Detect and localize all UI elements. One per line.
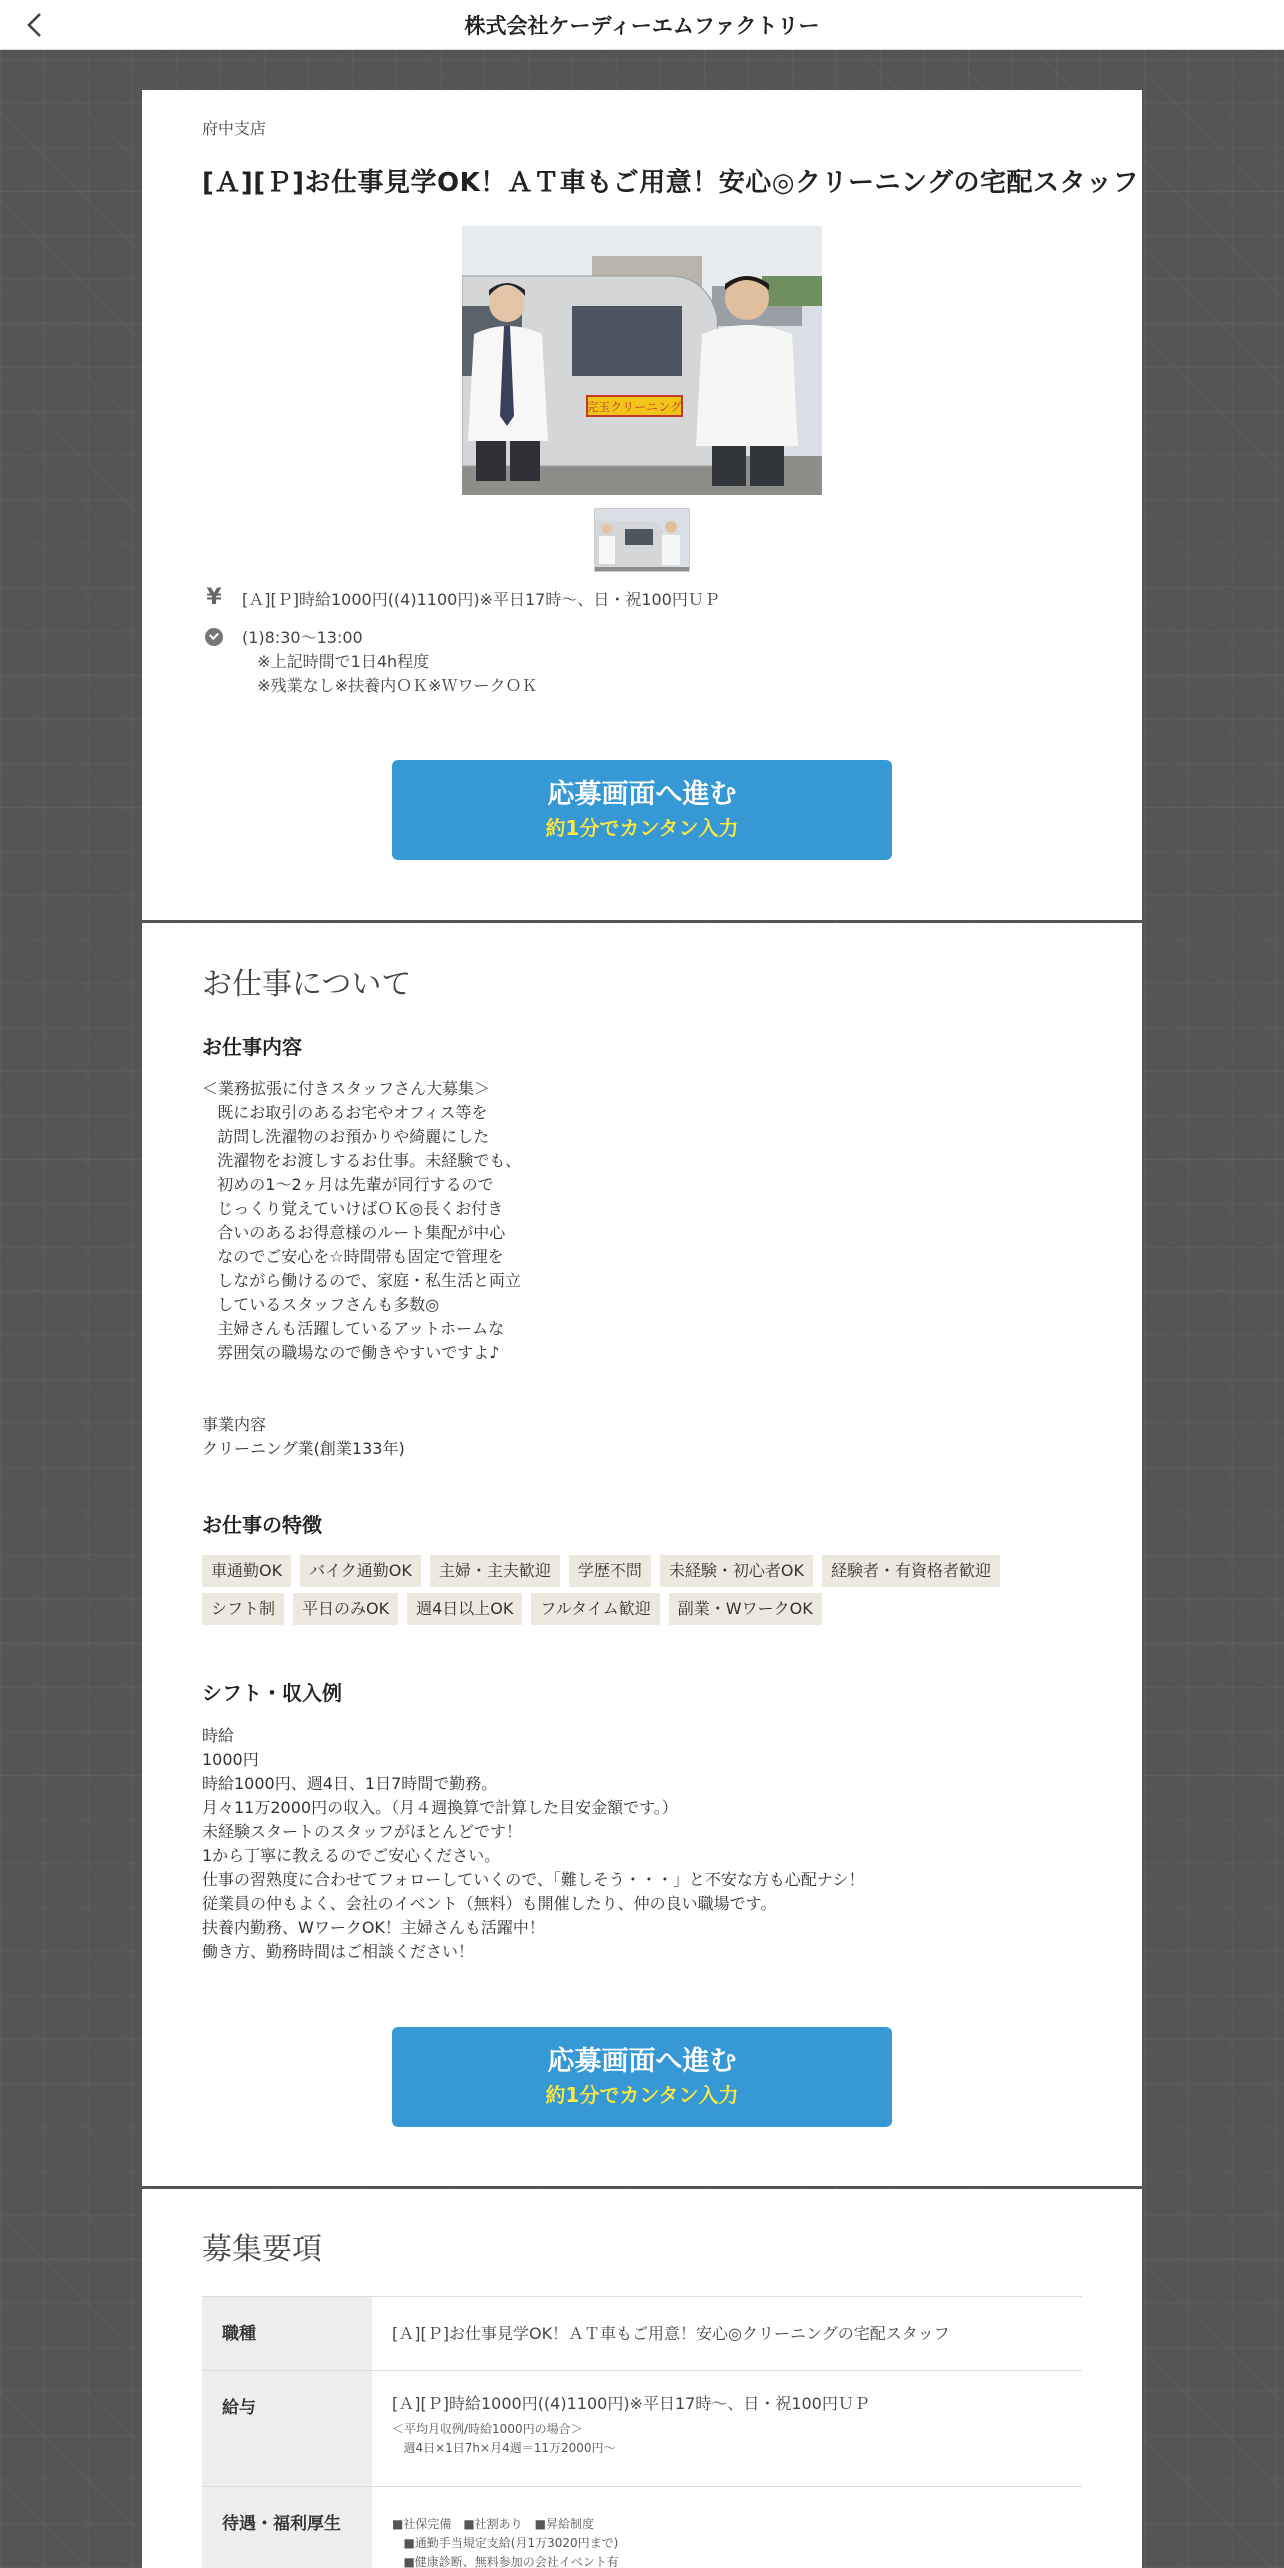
feature-tag: 車通勤OK — [202, 1555, 291, 1587]
clock-check-icon — [205, 628, 223, 646]
feature-tag: 平日のみOK — [293, 1593, 398, 1625]
shift-income-text: 時給 1000円 時給1000円、週4日、1日7時間で勤務。 月々11万2000円の収入。（月４週換算で計算した目安金額です。） 未経験スタートのスタッフがほとんどです！ 1から丁寧に教えるのでご安心ください。 仕事の習熟度に合わせてフォローしていくので、「難しそう・・・」と不安な方も心配ナシ！ 従業員の仲もよく、会社のイベント（無料）も開催したり、仲の良い職場です。 扶養内勤務、WワークOK！主婦さんも活躍中！ 働き方、勤務時間はご相談ください！ — [202, 1726, 865, 1961]
apply-button-label: 応募画面へ進む — [547, 2046, 737, 2077]
feature-tag: 主婦・主夫歓迎 — [430, 1555, 560, 1587]
feature-tags — [202, 1555, 1082, 1631]
job-summary-card — [142, 90, 1142, 920]
back-chevron-icon[interactable] — [20, 10, 50, 40]
req-note: ＜平均月収例/時給1000円の場合＞ 週4日×1日7h×月4週＝11万2000円～ — [392, 2422, 616, 2455]
features-heading: お仕事の特徴 — [202, 1513, 322, 1537]
requirements-card — [142, 2189, 1142, 2568]
feature-tag: 学歴不問 — [569, 1555, 651, 1587]
company-title: 株式会社ケーディーエムファクトリー — [464, 13, 820, 38]
yen-icon: ¥ — [206, 585, 222, 610]
feature-tag: 週4日以上OK — [407, 1593, 522, 1625]
salary-text: [Ａ][Ｐ]時給1000円((4)1100円)※平日17時～、日・祝100円ＵＰ — [242, 590, 720, 609]
req-note: ■社保完備 ■社割あり ■昇給制度 ■通勤手当規定支給(月1万3020円まで) ■健康診断、無料参加の会社イベント有 — [392, 2517, 619, 2568]
table-row — [202, 2371, 1082, 2487]
section-title-about: お仕事について — [202, 967, 412, 1002]
photo-thumbnail[interactable] — [594, 508, 690, 572]
main-photo[interactable] — [462, 226, 822, 495]
hours-text: (1)8:30～13:00 ※上記時間で1日4h程度 ※残業なし※扶養内ＯＫ※ＷワークＯＫ — [242, 628, 538, 695]
req-label: 待遇・福利厚生 — [202, 2487, 372, 2568]
job-content-heading: お仕事内容 — [202, 1035, 302, 1059]
req-value-cell — [372, 2371, 1082, 2486]
apply-button-bottom[interactable] — [392, 2027, 892, 2127]
req-value: [Ａ][Ｐ]時給1000円((4)1100円)※平日17時～、日・祝100円ＵＰ — [392, 2394, 870, 2413]
business-label: 事業内容 — [202, 1415, 267, 1434]
req-value-cell — [372, 2487, 1082, 2568]
van-sign-text: 完玉クリーニング — [586, 400, 682, 414]
branch-name: 府中支店 — [202, 119, 267, 138]
feature-tag: シフト制 — [202, 1593, 284, 1625]
req-value: [Ａ][Ｐ]お仕事見学OK！ＡＴ車もご用意！安心◎クリーニングの宅配スタッフ — [392, 2324, 950, 2343]
job-title: [Ａ][Ｐ]お仕事見学OK！ＡＴ車もご用意！安心◎クリーニングの宅配スタッフ — [202, 168, 1139, 198]
job-content-text: ＜業務拡張に付きスタッフさん大募集＞ 既にお取引のあるお宅やオフィス等を 訪問し洗濯物のお預かりや綺麗にした 洗濯物をお渡しするお仕事。未経験でも、 初めの1～2ヶ月は先輩が同行するので じっくり覚えていけばＯＫ◎長くお付き 合いのあるお得意様のルート集配が中心 なのでご安心を☆時間帯も固定で管理を しながら働けるので、家庭・私生活と両立 しているスタッフさんも多数◎ 主婦さんも活躍しているアットホームな 雰囲気の職場なので働きやすいですよ♪ — [202, 1079, 522, 1362]
table-row — [202, 2487, 1082, 2568]
salary-row — [202, 585, 720, 612]
feature-tag: 未経験・初心者OK — [660, 1555, 813, 1587]
feature-tag: フルタイム歓迎 — [531, 1593, 659, 1625]
apply-button-label: 応募画面へ進む — [547, 779, 737, 810]
feature-tag: バイク通勤OK — [300, 1555, 421, 1587]
req-label: 職種 — [202, 2297, 372, 2370]
section-title-requirements: 募集要項 — [202, 2232, 322, 2267]
requirements-table — [202, 2296, 1082, 2568]
table-row — [202, 2297, 1082, 2371]
business-value: クリーニング業(創業133年) — [202, 1439, 405, 1458]
apply-button-sublabel: 約1分でカンタン入力 — [545, 816, 739, 840]
app-header — [0, 0, 1284, 50]
apply-button-sublabel: 約1分でカンタン入力 — [545, 2083, 739, 2107]
job-about-card — [142, 923, 1142, 2186]
hours-row — [202, 626, 537, 698]
feature-tag: 副業・WワークOK — [669, 1593, 822, 1625]
feature-tag: 経験者・有資格者歓迎 — [822, 1555, 1000, 1587]
req-label: 給与 — [202, 2371, 372, 2486]
apply-button[interactable] — [392, 760, 892, 860]
shift-income-heading: シフト・収入例 — [202, 1681, 342, 1705]
